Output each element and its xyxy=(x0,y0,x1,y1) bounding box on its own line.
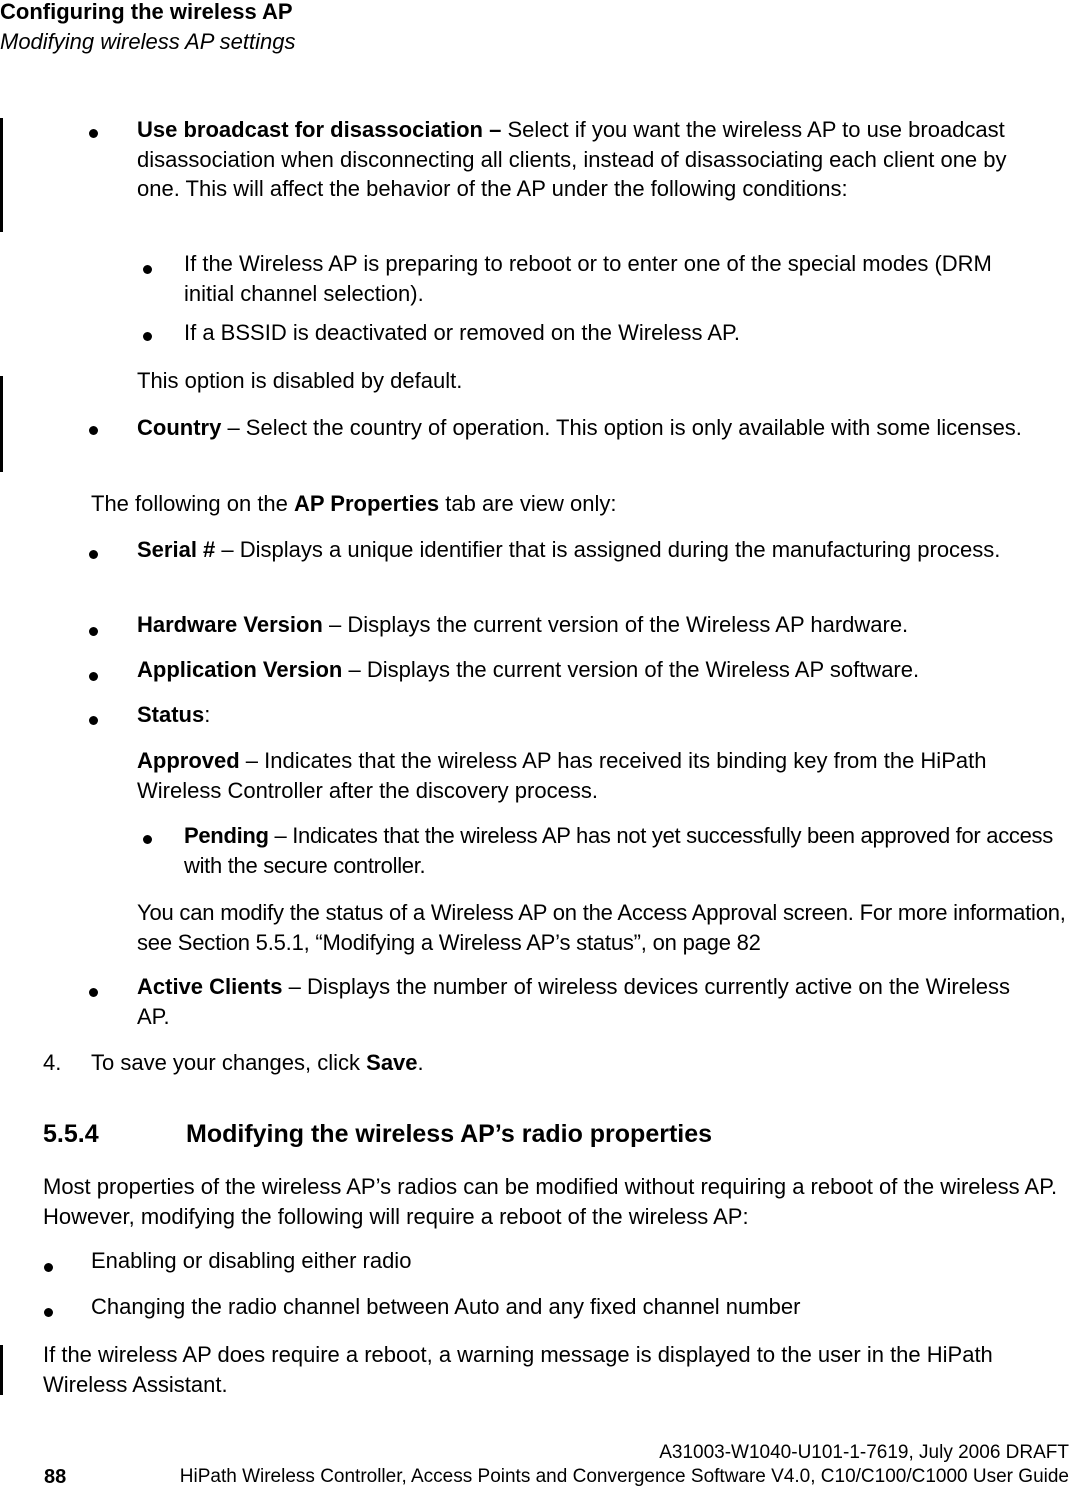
sub-list-item-reboot: If the Wireless AP is preparing to reboot or to enter one of the special modes (DRM initial channel selection). xyxy=(184,251,992,306)
change-bar xyxy=(0,118,3,232)
bullet-marker xyxy=(89,627,98,636)
change-bar xyxy=(0,1345,3,1395)
desc-approved: – Indicates that the wireless AP has received its binding key from the HiPath Wireless Controller after the discovery process. xyxy=(137,748,987,803)
running-header-subtitle: Modifying wireless AP settings xyxy=(0,29,296,54)
term-active-clients: Active Clients xyxy=(137,974,283,999)
list-item-active-clients xyxy=(137,972,1037,1031)
access-approval-note: You can modify the status of a Wireless AP on the Access Approval screen. For more information, see Section 5.5.1, “Modifying a Wireless AP’s status”, on page 82 xyxy=(137,900,1066,955)
term-country: Country xyxy=(137,415,222,440)
change-bar xyxy=(0,376,3,472)
running-header-title: Configuring the wireless AP xyxy=(0,0,293,24)
bullet-marker xyxy=(89,550,98,559)
footer-guide-title: HiPath Wireless Controller, Access Points and Convergence Software V4.0, C10/C100/C1000 User Guide xyxy=(179,1466,1069,1487)
desc-hardware-version: – Displays the current version of the Wireless AP hardware. xyxy=(322,612,909,637)
term-application-version: Application Version xyxy=(137,657,343,682)
term-broadcast-disassociation: Use broadcast for disassociation – xyxy=(137,117,502,142)
sub-bullet-marker xyxy=(143,265,152,274)
ap-properties-tab-name: AP Properties xyxy=(294,491,440,516)
save-label: Save xyxy=(366,1050,418,1075)
section-number: 5.5.4 xyxy=(43,1120,99,1148)
sub-bullet-marker xyxy=(143,332,152,341)
reboot-condition-radio: Enabling or disabling either radio xyxy=(91,1248,412,1273)
bullet-marker xyxy=(89,716,98,725)
bullet-marker xyxy=(89,672,98,681)
bullet-marker xyxy=(44,1308,53,1317)
view-only-intro-pre: The following on the xyxy=(91,491,295,516)
section-title: Modifying the wireless AP’s radio properties xyxy=(186,1120,713,1148)
list-item-serial xyxy=(137,535,1037,565)
list-item-broadcast-disassociation xyxy=(137,115,1047,204)
list-item-status xyxy=(137,700,210,730)
step-save-pre: To save your changes, click xyxy=(91,1050,367,1075)
desc-application-version: – Displays the current version of the Wireless AP software. xyxy=(342,657,920,682)
bullet-marker xyxy=(89,129,98,138)
footer-document-id: A31003-W1040-U101-1-7619, July 2006 DRAFT xyxy=(659,1442,1069,1463)
sub-bullet-marker xyxy=(143,835,152,844)
step-number: 4. xyxy=(43,1050,62,1075)
step-save xyxy=(91,1048,424,1078)
sub-list-item-bssid: If a BSSID is deactivated or removed on the Wireless AP. xyxy=(184,320,740,345)
desc-serial: – Displays a unique identifier that is assigned during the manufacturing process. xyxy=(215,537,1001,562)
view-only-intro xyxy=(91,489,616,519)
section-outro: If the wireless AP does require a reboot, a warning message is displayed to the user in the HiPath Wireless Assistant. xyxy=(43,1342,993,1397)
bullet-marker xyxy=(44,1263,53,1272)
section-intro: Most properties of the wireless AP’s radios can be modified without requiring a reboot of the wireless AP. However, modifying the following will require a reboot of the wireless AP: xyxy=(43,1174,1058,1229)
default-note: This option is disabled by default. xyxy=(137,368,463,393)
term-status: Status xyxy=(137,702,205,727)
term-serial: Serial # xyxy=(137,537,216,562)
term-hardware-version: Hardware Version xyxy=(137,612,323,637)
footer-page-number: 88 xyxy=(44,1466,67,1488)
term-pending: Pending xyxy=(184,823,269,848)
list-item-country xyxy=(137,413,1037,443)
term-approved: Approved xyxy=(137,748,240,773)
view-only-intro-post: tab are view only: xyxy=(439,491,617,516)
status-approved xyxy=(137,746,1037,805)
list-item-hardware-version xyxy=(137,610,908,640)
list-item-application-version xyxy=(137,655,919,685)
desc-country: – Select the country of operation. This option is only available with some licenses. xyxy=(221,415,1022,440)
reboot-condition-channel: Changing the radio channel between Auto and any fixed channel number xyxy=(91,1294,801,1319)
bullet-marker xyxy=(89,988,98,997)
desc-broadcast-disassociation: Select if you want the wireless AP to use broadcast disassociation when disconnecting all clients, instead of disassociating each client one by one. This will affect the behavior of the AP under the following conditions: xyxy=(137,117,1007,201)
status-pending xyxy=(184,821,1070,880)
bullet-marker xyxy=(89,426,98,435)
step-save-post: . xyxy=(417,1050,424,1075)
desc-pending: – Indicates that the wireless AP has not yet successfully been approved for access with the secure controller. xyxy=(184,823,1053,878)
desc-active-clients: – Displays the number of wireless devices currently active on the Wireless AP. xyxy=(137,974,1011,1029)
desc-status: : xyxy=(204,702,211,727)
